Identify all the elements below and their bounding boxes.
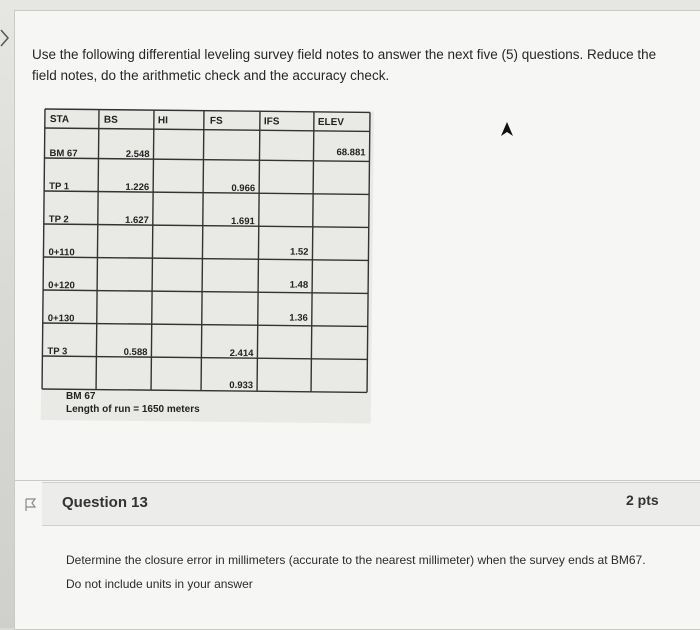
table-footnote bbox=[66, 390, 200, 416]
row-sta: TP 2 bbox=[48, 214, 69, 226]
row-bs: 2.548 bbox=[125, 148, 150, 161]
row-fs: 2.414 bbox=[229, 347, 254, 360]
row-elev: 68.881 bbox=[336, 147, 366, 159]
header-bs: BS bbox=[103, 114, 118, 126]
row-ifs: 1.52 bbox=[289, 246, 309, 258]
header-hi: HI bbox=[157, 115, 168, 127]
length-of-run-note: Length of run = 1650 meters bbox=[66, 404, 200, 415]
row-sta: TP 1 bbox=[49, 181, 70, 193]
question-points: 2 pts bbox=[626, 492, 659, 508]
question-instruction: Do not include units in your answer bbox=[66, 577, 253, 591]
row-bs: 0.588 bbox=[123, 346, 148, 359]
question-prompt: Determine the closure error in millimeters (accurate to the nearest millimeter) when the survey ends at BM67. bbox=[66, 553, 646, 567]
row-sta: 0+110 bbox=[48, 247, 75, 259]
mouse-pointer-icon bbox=[500, 122, 514, 138]
row-sta: BM 67 bbox=[66, 391, 96, 402]
row-sta: 0+130 bbox=[47, 313, 75, 325]
field-notes-table bbox=[41, 108, 374, 423]
row-sta: TP 3 bbox=[47, 346, 68, 358]
row-sta: BM 67 bbox=[49, 148, 78, 160]
row-sta: 0+120 bbox=[48, 280, 75, 292]
question-body bbox=[66, 550, 646, 598]
row-ifs: 1.48 bbox=[289, 279, 309, 291]
row-fs: 0.933 bbox=[229, 379, 254, 392]
question-title: Question 13 bbox=[62, 494, 148, 511]
row-fs: 0.966 bbox=[231, 182, 256, 195]
instructions-text: Use the following differential leveling survey field notes to answer the next five (5) questions. Reduce the field notes, do the arithmetic check and the accuracy check. bbox=[32, 47, 657, 83]
row-bs: 1.226 bbox=[125, 181, 150, 194]
row-ifs: 1.36 bbox=[289, 312, 308, 324]
header-sta: STA bbox=[49, 114, 70, 126]
header-elev: ELEV bbox=[317, 116, 345, 129]
header-fs: FS bbox=[209, 115, 223, 127]
row-fs: 1.691 bbox=[230, 215, 255, 228]
flag-question-icon[interactable] bbox=[24, 498, 38, 512]
chevron-right-icon[interactable] bbox=[0, 28, 10, 48]
header-ifs: IFS bbox=[263, 116, 280, 128]
row-bs: 1.627 bbox=[124, 214, 149, 227]
